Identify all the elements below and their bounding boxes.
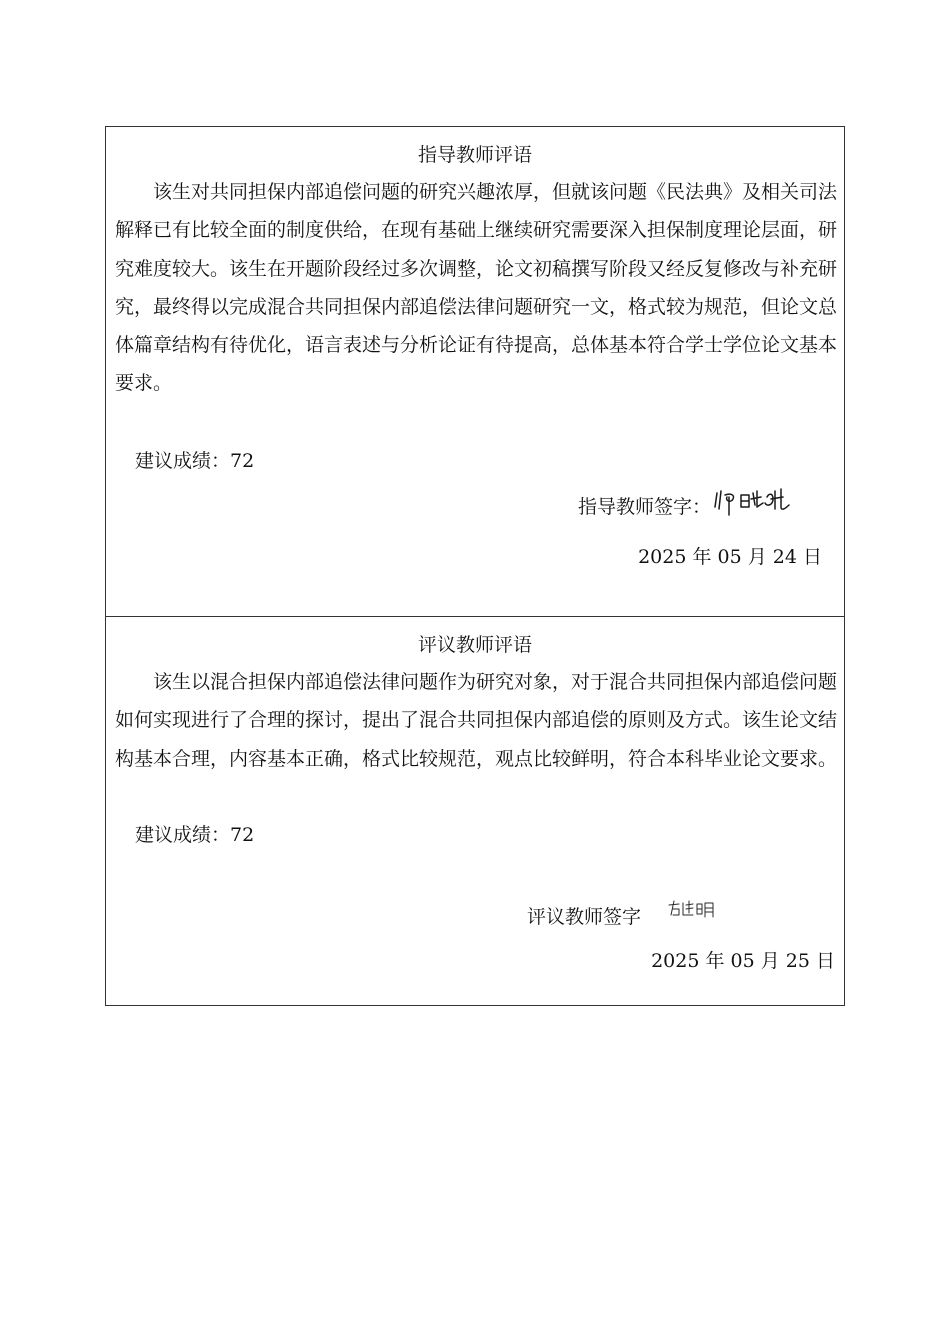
reviewer-date: 2025 年 05 月 25 日 <box>651 950 835 972</box>
reviewer-comment-section <box>106 617 844 1005</box>
reviewer-comment-text: 该生以混合担保内部追偿法律问题作为研究对象，对于混合共同担保内部追偿问题如何实现进行了合理的探讨，提出了混合共同担保内部追偿的原则及方式。该生论文结构基本合理，内容基本正确，格式比较规范，观点比较鲜明，符合本科毕业论文要求。 <box>115 671 838 770</box>
advisor-handwritten-signature <box>711 485 797 519</box>
advisor-grade: 建议成绩：72 <box>135 450 255 472</box>
reviewer-signature-label: 评议教师签字 <box>527 906 642 928</box>
advisor-signature-label: 指导教师签字： <box>578 496 712 518</box>
advisor-comment-section <box>106 127 844 617</box>
evaluation-table <box>105 126 845 1006</box>
reviewer-handwritten-signature <box>667 899 715 921</box>
advisor-heading: 指导教师评语 <box>417 144 532 166</box>
reviewer-heading: 评议教师评语 <box>417 634 532 656</box>
reviewer-grade: 建议成绩：72 <box>135 824 255 846</box>
advisor-comment-text: 该生对共同担保内部追偿问题的研究兴趣浓厚，但就该问题《民法典》及相关司法解释已有比较全面的制度供给，在现有基础上继续研究需要深入担保制度理论层面，研究难度较大。该生在开题阶段经过多次调整，论文初稿撰写阶段又经反复修改与补充研究，最终得以完成混合共同担保内部追偿法律问题研究一文，格式较为规范，但论文总体篇章结构有待优化，语言表述与分析论证有待提高，总体基本符合学士学位论文基本要求。 <box>115 181 838 395</box>
advisor-date: 2025 年 05 月 24 日 <box>638 546 822 568</box>
reviewer-signature-row <box>527 899 715 929</box>
advisor-signature-row <box>578 485 797 519</box>
